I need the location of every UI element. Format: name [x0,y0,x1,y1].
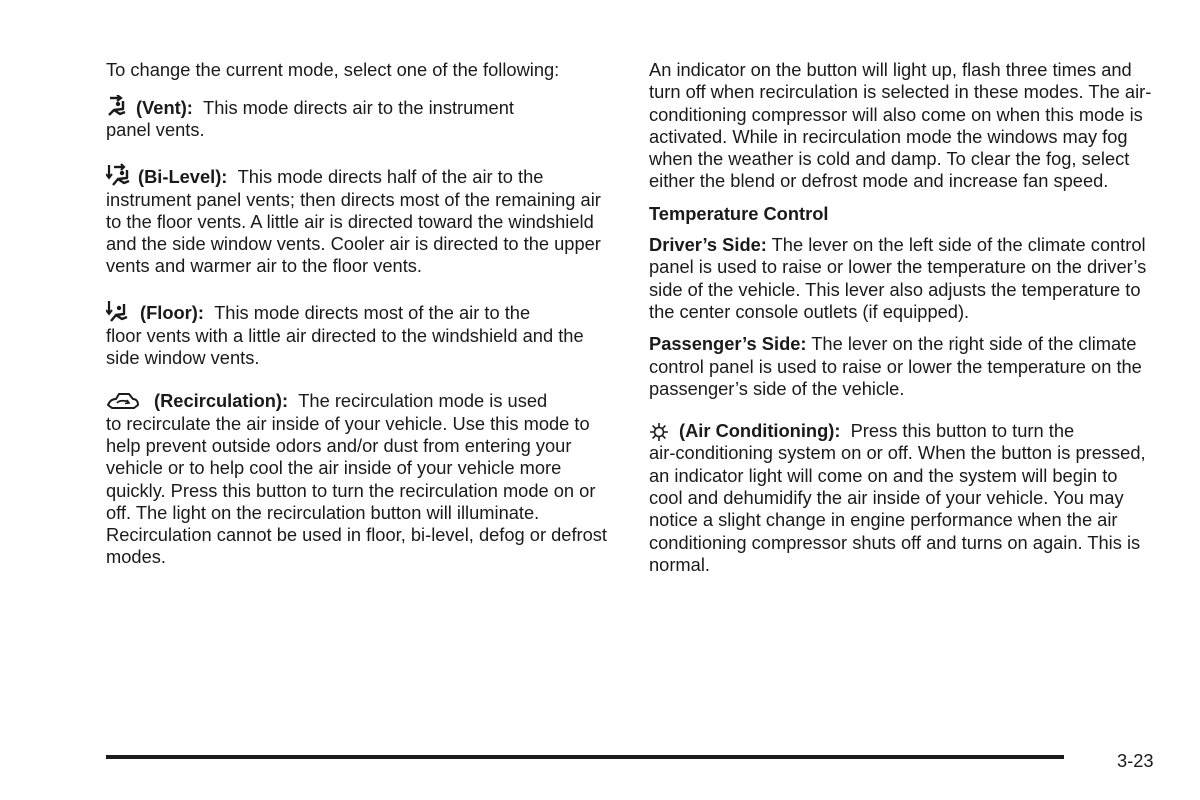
floor-mode-label: (Floor): [140,302,204,324]
bi-level-mode-text-first: This mode directs half of the air to the [237,166,544,188]
air-conditioning-icon [649,422,669,442]
bi-level-mode-icon [106,163,132,189]
temperature-control-heading: Temperature Control [649,202,829,224]
passengers-side-text: The lever on the right side of the climate control panel is used to raise or lower the temperature on the passenger’s side of the vehicle. [649,333,1142,399]
floor-mode-text-first: This mode directs most of the air to the [214,302,531,324]
air-conditioning-label: (Air Conditioning): [679,420,841,442]
air-conditioning-text: air-conditioning system on or off. When the button is pressed, an indicator light will come on and the system will begin to cool and dehumidify the air inside of your vehicle. You may notice a slight change in engine performance when the air conditioning compressor shuts off and turns on again. This is normal. [649,442,1146,575]
left-column [106,59,618,590]
bi-level-mode-section [106,163,618,278]
floor-mode-section [106,299,618,370]
air-conditioning-section [649,420,1154,576]
air-conditioning-text-first: Press this button to turn the [850,420,1075,442]
floor-mode-icon [106,299,130,325]
recirculation-mode-text-first: The recirculation mode is used [298,390,548,412]
drivers-side-label: Driver’s Side: [649,234,767,256]
vent-mode-section [106,95,618,141]
drivers-side-paragraph [649,234,1154,323]
vent-mode-icon [106,95,128,119]
recirculation-mode-text: to recirculate the air inside of your vehicle. Use this mode to help prevent outside odors and/or dust from entering your vehicle or to help cool the air inside of your vehicle more quickly. Press this button to turn the recirculation mode on or off. The light on the recirculation button will illuminate. Recirculation cannot be used in floor, bi-level, defog or defrost modes. [106,412,607,568]
floor-mode-text: floor vents with a little air directed to the windshield and the side window vents. [106,324,584,369]
vent-mode-text-first: This mode directs air to the instrument [203,97,514,118]
vent-mode-label: (Vent): [136,97,193,118]
bi-level-mode-text: instrument panel vents; then directs most of the remaining air to the floor vents. A little air is directed toward the windshield and the side window vents. Cooler air is directed to the upper vents and warmer air to the floor vents. [106,188,601,277]
passengers-side-paragraph [649,333,1154,400]
bi-level-mode-label: (Bi-Level): [138,166,228,188]
passengers-side-label: Passenger’s Side: [649,333,807,355]
intro-text: To change the current mode, select one of the following: [106,59,560,80]
vent-mode-text: panel vents. [106,119,205,141]
right-column [649,59,1154,576]
recirculation-continued-text: An indicator on the button will light up, flash three times and turn off when recirculation is selected in these modes. The air-conditioning compressor will also come on when this mode is activated. While in recirculation mode the windows may fog when the weather is cold and damp. To clear the fog, select either the blend or defrost mode and increase fan speed. [649,59,1152,192]
footer-rule [106,755,1064,759]
recirculation-mode-section [106,390,618,568]
recirculation-icon [106,391,140,413]
drivers-side-text: The lever on the left side of the climate control panel is used to raise or lower the temperature on the driver’s side of the vehicle. This lever also adjusts the temperature to the center console outlets (if equipped). [649,234,1147,322]
page-number: 3-23 [1117,750,1154,771]
recirculation-mode-label: (Recirculation): [154,390,289,412]
